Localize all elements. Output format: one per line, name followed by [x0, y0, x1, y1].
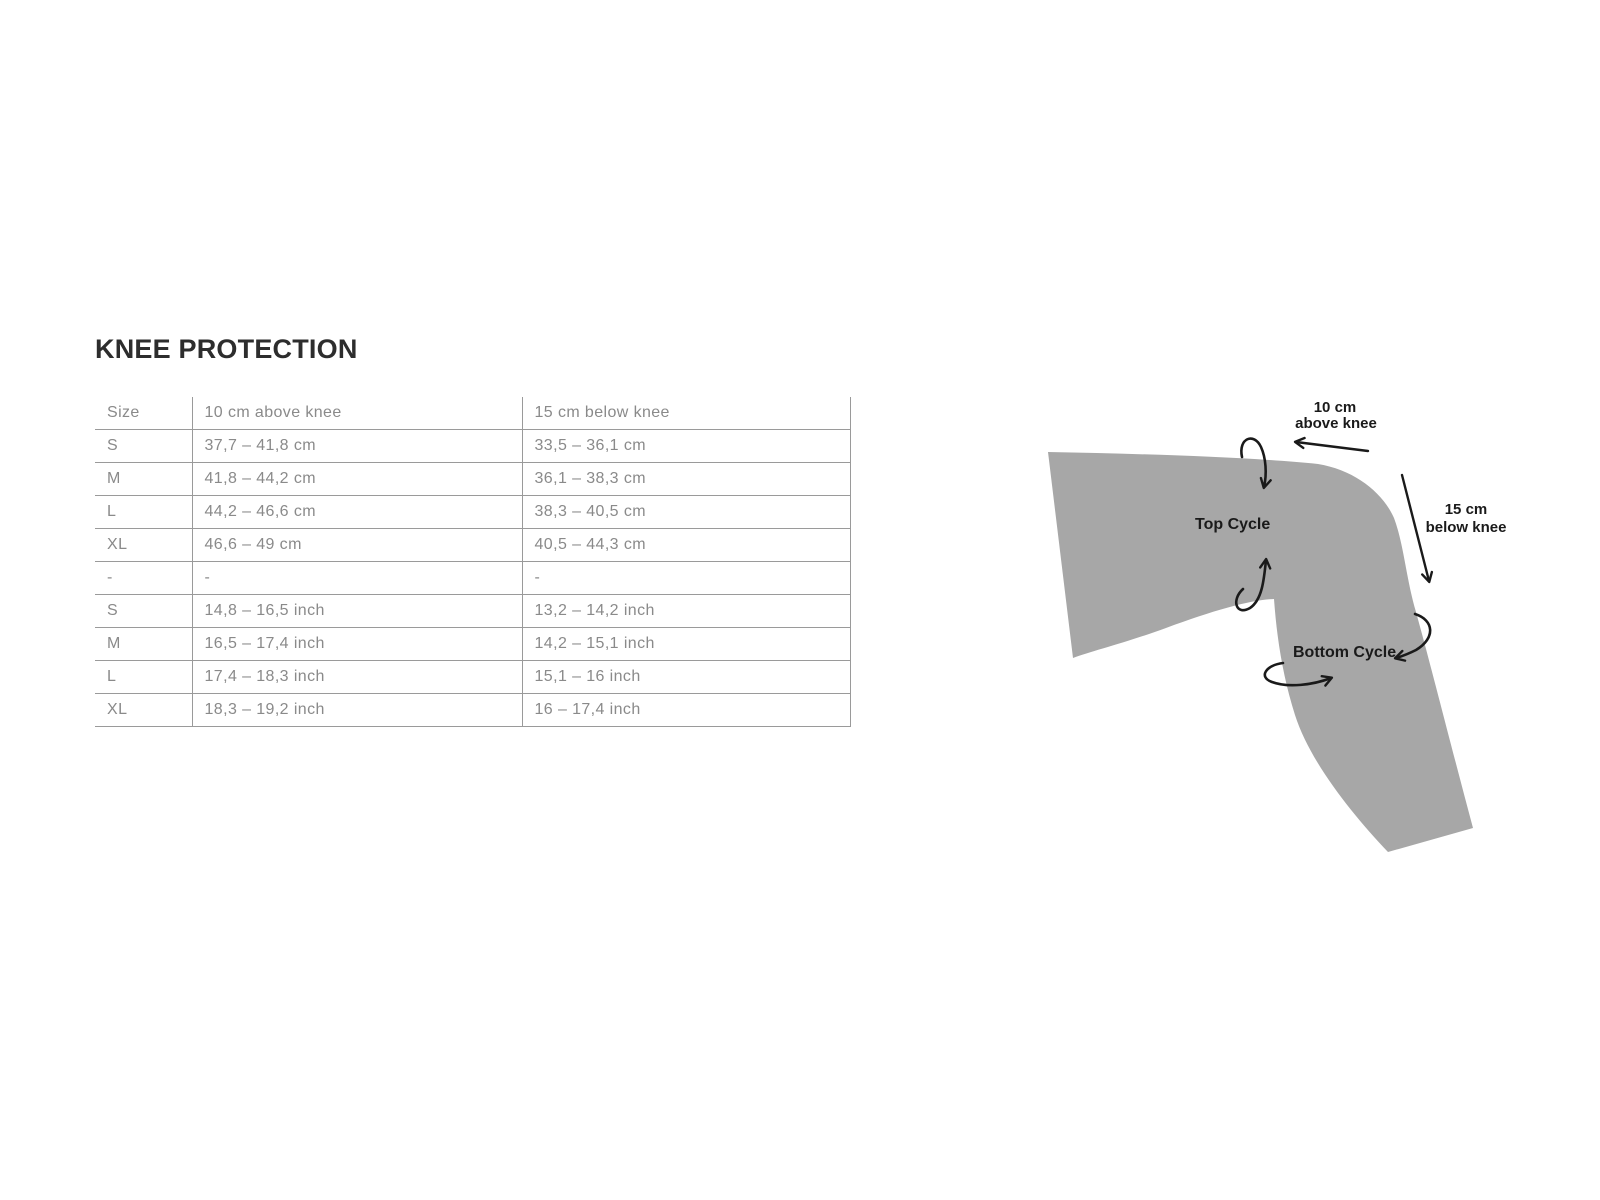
table-row	[95, 430, 850, 463]
above-knee-measure-arrow	[1296, 442, 1368, 451]
cell-size: XL	[95, 529, 192, 562]
size-table	[95, 397, 851, 727]
above-knee-label-line2: above knee	[1295, 415, 1377, 432]
column-header-above: 10 cm above knee	[192, 397, 522, 430]
cell-above: 44,2 – 46,6 cm	[192, 496, 522, 529]
cell-above: 46,6 – 49 cm	[192, 529, 522, 562]
cell-below: 33,5 – 36,1 cm	[522, 430, 850, 463]
cell-size: L	[95, 661, 192, 694]
cell-below: 14,2 – 15,1 inch	[522, 628, 850, 661]
cell-size: M	[95, 463, 192, 496]
top-cycle-label: Top Cycle	[1195, 516, 1271, 533]
cell-size: XL	[95, 694, 192, 727]
column-header-size: Size	[95, 397, 192, 430]
cell-below: 13,2 – 14,2 inch	[522, 595, 850, 628]
cell-above: 18,3 – 19,2 inch	[192, 694, 522, 727]
cell-below: 38,3 – 40,5 cm	[522, 496, 850, 529]
below-knee-label-line1: 15 cm	[1444, 501, 1488, 518]
table-row	[95, 661, 850, 694]
table-row	[95, 694, 850, 727]
cell-size: S	[95, 430, 192, 463]
table-row	[95, 496, 850, 529]
cell-size: S	[95, 595, 192, 628]
table-row	[95, 529, 850, 562]
column-header-below: 15 cm below knee	[522, 397, 850, 430]
cell-above: 41,8 – 44,2 cm	[192, 463, 522, 496]
cell-above: 14,8 – 16,5 inch	[192, 595, 522, 628]
table-row	[95, 463, 850, 496]
table-row	[95, 595, 850, 628]
table-row-separator	[95, 562, 850, 595]
cell-size: M	[95, 628, 192, 661]
table-header-row	[95, 397, 850, 430]
cell-below: -	[522, 562, 850, 595]
cell-below: 36,1 – 38,3 cm	[522, 463, 850, 496]
cell-below: 40,5 – 44,3 cm	[522, 529, 850, 562]
cell-above: -	[192, 562, 522, 595]
table-row	[95, 628, 850, 661]
cell-below: 16 – 17,4 inch	[522, 694, 850, 727]
cell-above: 16,5 – 17,4 inch	[192, 628, 522, 661]
below-knee-label-line2: below knee	[1425, 519, 1507, 536]
bottom-cycle-label: Bottom Cycle	[1293, 644, 1397, 661]
cell-above: 37,7 – 41,8 cm	[192, 430, 522, 463]
cell-size: L	[95, 496, 192, 529]
cell-below: 15,1 – 16 inch	[522, 661, 850, 694]
cell-above: 17,4 – 18,3 inch	[192, 661, 522, 694]
knee-measurement-diagram	[980, 380, 1600, 880]
above-knee-label-line1: 10 cm	[1313, 399, 1357, 416]
cell-size: -	[95, 562, 192, 595]
page-title: KNEE PROTECTION	[95, 334, 358, 364]
